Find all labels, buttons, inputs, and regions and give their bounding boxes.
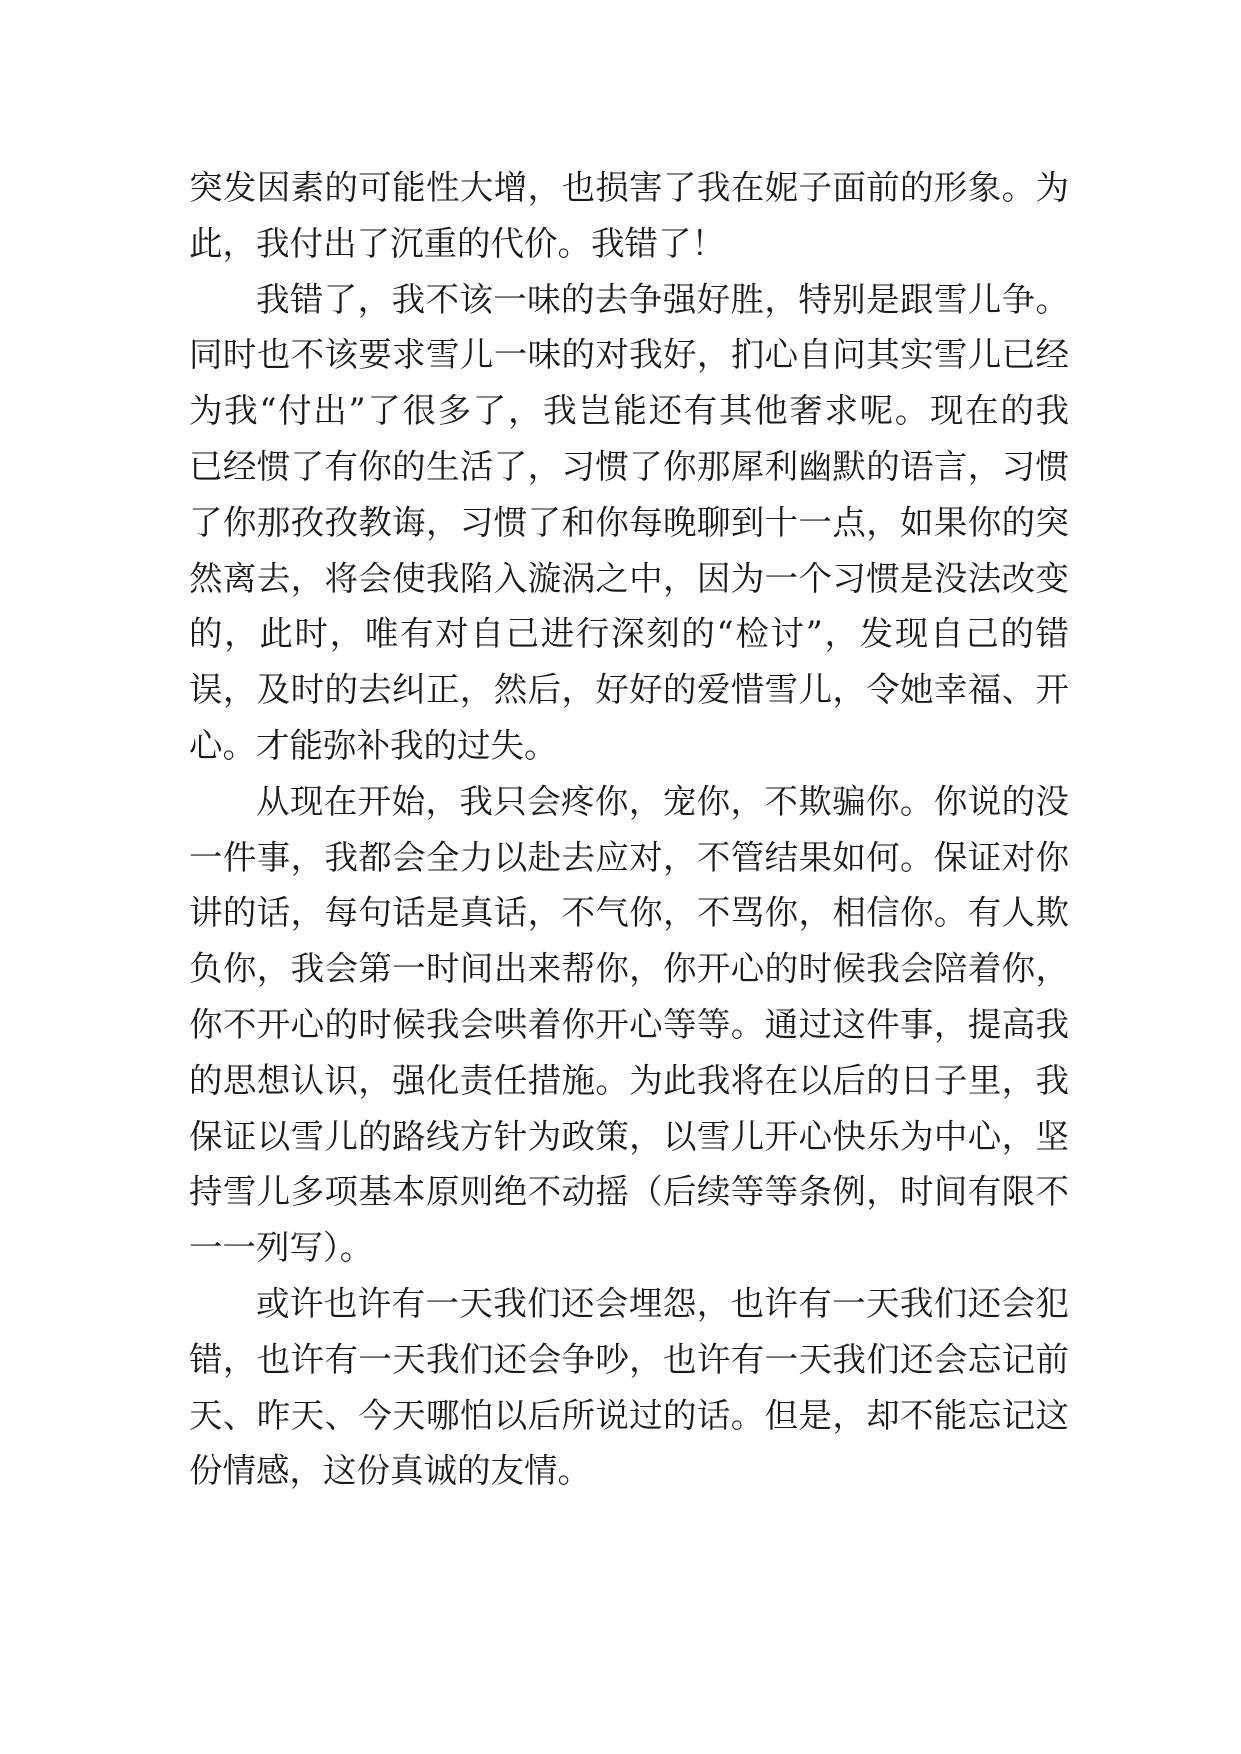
text-line: 的思想认识，强化责任措施。为此我将在以后的日子里，我 [189, 1060, 1069, 1100]
text-line: 已经惯了有你的生活了，习惯了你那犀利幽默的语言，习惯 [189, 446, 1069, 486]
paragraph-first-line: 我错了，我不该一味的去争强好胜，特别是跟雪儿争。 [256, 279, 1069, 319]
text-line: 份情感，这份真诚的友情。 [189, 1451, 591, 1491]
text-line: 错，也许有一天我们还会争吵，也许有一天我们还会忘记前 [189, 1339, 1069, 1379]
text-line: 此，我付出了沉重的代价。我错了！ [189, 223, 725, 263]
text-line: 保证以雪儿的路线方针为政策，以雪儿开心快乐为中心，坚 [189, 1116, 1069, 1156]
text-line: 负你，我会第一时间出来帮你，你开心的时候我会陪着你， [189, 949, 1069, 989]
text-line: 你不开心的时候我会哄着你开心等等。通过这件事，提高我 [189, 1004, 1069, 1044]
text-line: 持雪儿多项基本原则绝不动摇（后续等等条例，时间有限不 [189, 1172, 1069, 1212]
text-line: 同时也不该要求雪儿一味的对我好，扪心自问其实雪儿已经 [189, 335, 1069, 375]
text-line: 的，此时，唯有对自己进行深刻的“检讨”，发现自己的错 [189, 614, 1069, 654]
text-line: 然离去，将会使我陷入漩涡之中，因为一个习惯是没法改变 [189, 558, 1069, 598]
text-line: 了你那孜孜教诲，习惯了和你每晚聊到十一点，如果你的突 [189, 502, 1069, 542]
text-line: 一一列写）。 [189, 1228, 374, 1268]
paragraph-first-line: 或许也许有一天我们还会埋怨，也许有一天我们还会犯 [256, 1283, 1069, 1323]
text-line: 讲的话，每句话是真话，不气你，不骂你，相信你。有人欺 [189, 893, 1069, 933]
paragraph-first-line: 从现在开始，我只会疼你，宠你，不欺骗你。你说的没 [256, 781, 1069, 821]
text-line: 心。才能弥补我的过失。 [189, 725, 558, 765]
text-line: 天、昨天、今天哪怕以后所说过的话。但是，却不能忘记这 [189, 1395, 1069, 1435]
body-text [189, 160, 1069, 1499]
text-line: 一件事，我都会全力以赴去应对，不管结果如何。保证对你 [189, 837, 1069, 877]
text-line: 为我“付出”了很多了，我岂能还有其他奢求呢。现在的我 [189, 391, 1069, 431]
text-line: 突发因素的可能性大增，也损害了我在妮子面前的形象。为 [189, 168, 1069, 207]
text-line: 误，及时的去纠正，然后，好好的爱惜雪儿，令她幸福、开 [189, 670, 1069, 710]
